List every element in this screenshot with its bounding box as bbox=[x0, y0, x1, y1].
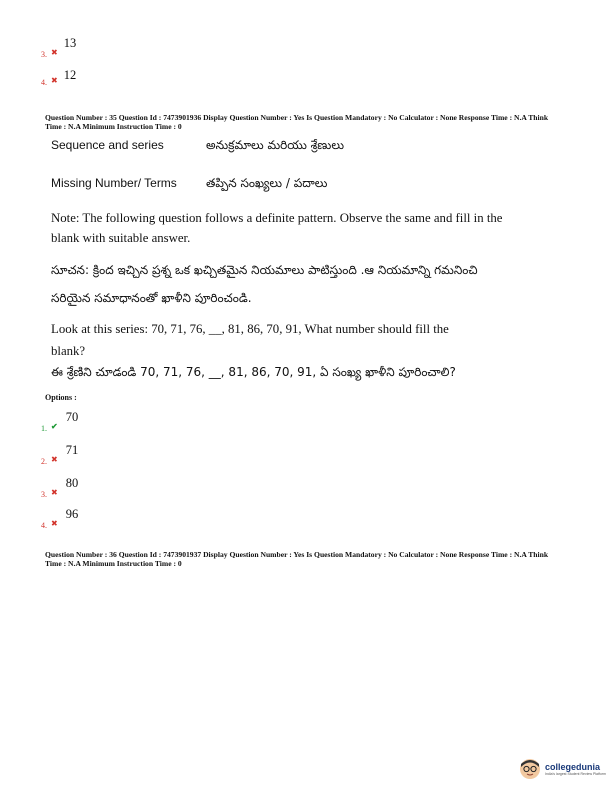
option-number: 3. bbox=[41, 490, 47, 499]
note-english: Note: The following question follows a definite pattern. Observe the same and fill in the blank with suitable answer. bbox=[51, 211, 503, 245]
subtopic-telugu: తప్పిన సంఖ్యలు / పదాలు bbox=[206, 176, 328, 190]
wrong-mark-icon: ✖ bbox=[51, 455, 58, 464]
option-value: 96 bbox=[65, 507, 79, 521]
option-number: 2. bbox=[41, 457, 47, 466]
topic-telugu: అనుక్రమాలు మరియు శ్రేణులు bbox=[206, 138, 344, 152]
logo-name: collegedunia bbox=[545, 762, 601, 772]
wrong-mark-icon: ✖ bbox=[51, 519, 58, 528]
subtopic-english: Missing Number/ Terms bbox=[51, 176, 177, 190]
option-value: 80 bbox=[65, 476, 79, 490]
option-2[interactable] bbox=[41, 441, 79, 466]
option-value: 12 bbox=[63, 68, 77, 82]
options-label: Options : bbox=[45, 393, 77, 402]
option-value: 70 bbox=[65, 410, 79, 424]
option-number: 3. bbox=[41, 50, 47, 59]
collegedunia-logo bbox=[519, 758, 606, 780]
mascot-icon bbox=[519, 758, 541, 780]
question-meta-36: Question Number : 36 Question Id : 7473901937 Display Question Number : Yes Is Question Mandatory : No Calculator : None Response Time : N.A Think Time : N.A Minimum Instruction Time : 0 bbox=[45, 550, 549, 568]
prev-option-4 bbox=[41, 66, 77, 87]
wrong-mark-icon: ✖ bbox=[51, 48, 58, 57]
option-value: 13 bbox=[63, 36, 77, 50]
option-number: 4. bbox=[41, 521, 47, 530]
wrong-mark-icon: ✖ bbox=[51, 76, 58, 85]
option-4[interactable] bbox=[41, 505, 79, 530]
question-meta-35: Question Number : 35 Question Id : 7473901936 Display Question Number : Yes Is Question Mandatory : No Calculator : None Response Time : N.A Think Time : N.A Minimum Instruction Time : 0 bbox=[45, 113, 549, 131]
option-1[interactable] bbox=[41, 408, 79, 433]
option-number: 1. bbox=[41, 424, 47, 433]
option-value: 71 bbox=[65, 443, 79, 457]
logo-tagline: India's largest Student Review Platform bbox=[545, 772, 606, 776]
question-telugu: ఈ శ్రేణిని చూడండి 70, 71, 76, __, 81, 86, 70, 91, ఏ సంఖ్య ఖాళీని పూరించాలి? bbox=[51, 365, 456, 379]
note-telugu: సూచన: క్రింద ఇచ్చిన ప్రశ్న ఒక ఖచ్చితమైన నియమాలు పాటిస్తుంది .ఆ నియమాన్ని గమనించి సరియైన సమాధానంతో ఖాళీని పూరించండి. bbox=[51, 263, 478, 305]
option-number: 4. bbox=[41, 78, 47, 87]
check-mark-icon: ✔ bbox=[51, 422, 58, 431]
wrong-mark-icon: ✖ bbox=[51, 488, 58, 497]
option-3[interactable] bbox=[41, 474, 79, 499]
prev-option-3 bbox=[41, 34, 77, 59]
topic-english: Sequence and series bbox=[51, 138, 164, 152]
question-english: Look at this series: 70, 71, 76, __, 81, 86, 70, 91, What number should fill the blank? bbox=[51, 322, 449, 358]
